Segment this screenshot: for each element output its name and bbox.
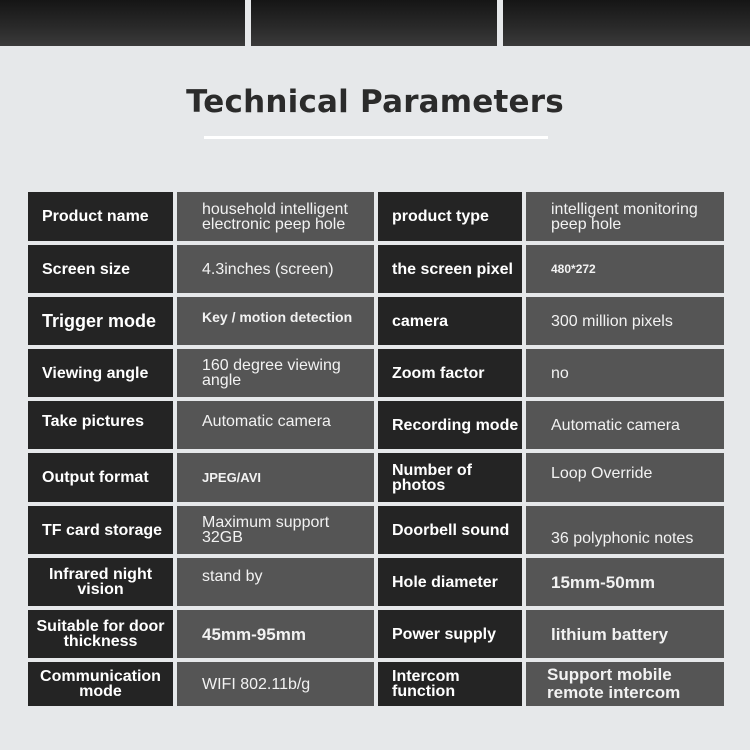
param-label: Intercom function	[378, 662, 522, 706]
param-value: household intelligent electronic peep hole	[177, 192, 374, 241]
param-label: TF card storage	[28, 506, 173, 554]
param-label: Power supply	[378, 610, 522, 658]
param-label: Product name	[28, 192, 173, 241]
param-label: product type	[378, 192, 522, 241]
param-label: the screen pixel	[378, 245, 522, 293]
param-value: 480*272	[526, 245, 724, 293]
parameters-table	[28, 192, 724, 706]
param-value: 4.3inches (screen)	[177, 245, 374, 293]
param-label: Take pictures	[28, 401, 173, 449]
param-label: Communication mode	[28, 662, 173, 706]
param-label: Output format	[28, 453, 173, 502]
param-value: intelligent monitoring peep hole	[526, 192, 724, 241]
param-value: JPEG/AVI	[177, 453, 374, 502]
param-value: Automatic camera	[526, 401, 724, 449]
param-value: Key / motion detection	[177, 297, 374, 345]
param-value: Maximum support 32GB	[177, 506, 374, 554]
top-image-segment	[0, 0, 245, 46]
param-label: Doorbell sound	[378, 506, 522, 554]
title-underline	[204, 136, 548, 139]
title-wrap	[0, 84, 750, 120]
param-value: 36 polyphonic notes	[526, 506, 724, 554]
param-value: Automatic camera	[177, 401, 374, 449]
param-value: 45mm-95mm	[177, 610, 374, 658]
page-title: Technical Parameters	[186, 84, 564, 120]
param-label: Recording mode	[378, 401, 522, 449]
param-label: Suitable for door thickness	[28, 610, 173, 658]
param-value: 300 million pixels	[526, 297, 724, 345]
param-value: stand by	[177, 558, 374, 606]
param-value: lithium battery	[526, 610, 724, 658]
param-value: 160 degree viewing angle	[177, 349, 374, 397]
param-label: camera	[378, 297, 522, 345]
param-label: Hole diameter	[378, 558, 522, 606]
top-image-segment	[251, 0, 497, 46]
param-label: Viewing angle	[28, 349, 173, 397]
param-label: Screen size	[28, 245, 173, 293]
param-label: Infrared night vision	[28, 558, 173, 606]
top-image-segment	[503, 0, 750, 46]
param-value: Loop Override	[526, 453, 724, 502]
param-label: Number of photos	[378, 453, 522, 502]
top-image-strip	[0, 0, 750, 46]
param-value: no	[526, 349, 724, 397]
param-label: Zoom factor	[378, 349, 522, 397]
param-label: Trigger mode	[28, 297, 173, 345]
param-value: Support mobile remote intercom	[526, 662, 724, 706]
param-value: 15mm-50mm	[526, 558, 724, 606]
param-value: WIFI 802.11b/g	[177, 662, 374, 706]
